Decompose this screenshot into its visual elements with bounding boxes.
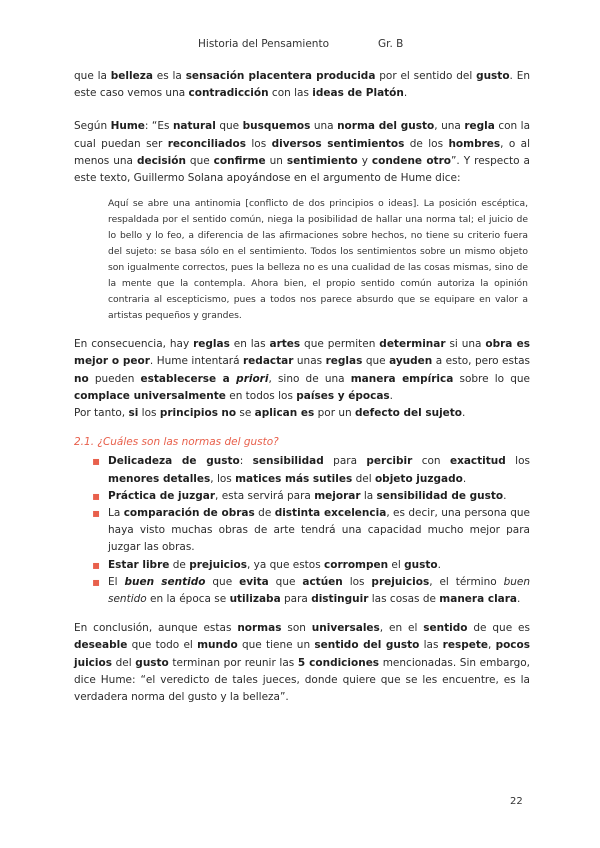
text-run: mencionadas. Sin embargo, dice Hume: “el veredicto de tales jueces, donde quiere que se les encuentre, es la verdadera norma del gusto y la belleza”. (74, 656, 531, 704)
text-run: con (412, 455, 450, 468)
paragraph-hume (74, 118, 530, 187)
bold-text: prejuicios (371, 575, 430, 588)
text-run: Por tanto, (74, 407, 129, 420)
text-run: La (108, 507, 124, 520)
bold-text: diversos sentimientos (271, 137, 405, 150)
text-run: por un (314, 407, 356, 420)
text-run: con las (268, 87, 313, 100)
text-run: si una (445, 338, 486, 351)
text-run: , en el (379, 622, 424, 635)
text-run: . (403, 87, 408, 100)
bold-text: gusto (476, 70, 510, 82)
bold-text: sensibilidad de gusto (376, 489, 504, 502)
bold-text: Práctica de juzgar (108, 489, 216, 502)
paragraph-por-tanto (74, 405, 530, 422)
bold-text: hombres (448, 137, 501, 150)
text-run: que tiene un (237, 639, 315, 652)
bullet-icon: ▪ (92, 454, 101, 469)
header-title: Historia del Pensamiento (198, 38, 329, 50)
text-run: por el sentido del (375, 70, 477, 82)
bold-text: prejuicios (189, 558, 247, 571)
bold-text: norma del gusto (337, 120, 435, 133)
bold-text: pocos juicios (74, 639, 530, 669)
text-run: terminan por reunir las (168, 656, 298, 669)
text-run: a esto, pero estas (432, 355, 531, 368)
text-run: en la época se (146, 593, 230, 606)
text-run: los (246, 137, 272, 150)
text-run: , el término (429, 575, 504, 588)
bold-text: contradicción (188, 87, 269, 100)
text-run: Según (74, 120, 111, 133)
bold-text: Delicadeza de gusto (108, 455, 240, 468)
list-item (74, 557, 530, 574)
text-run: : “Es (144, 120, 173, 133)
text-run: . (462, 407, 466, 420)
text-run: , esta servirá para (215, 489, 315, 502)
text-run: , (487, 639, 496, 652)
text-run: ”. Y respecto a este texto, Guillermo Solana apoyándose en el argumento de Hume dice: (74, 154, 530, 185)
bold-text: reglas (325, 355, 363, 368)
section-heading: 2.1. ¿Cuáles son las normas del gusto? (74, 436, 279, 449)
text-run: la (360, 489, 377, 502)
bold-text: sensibilidad (252, 455, 324, 468)
text-run: en todos los (225, 389, 297, 402)
bold-text: confirme (213, 154, 266, 167)
text-run: se (236, 407, 255, 420)
bold-text: universales (311, 622, 380, 635)
bullet-icon: ▪ (92, 574, 101, 589)
list-item (74, 574, 530, 608)
bold-text: Hume (110, 120, 145, 133)
bold-text: belleza (110, 70, 153, 82)
bold-text: no (74, 372, 89, 385)
block-quote-solana: Aquí se abre una antinomia [conflicto de dos principios o ideas]. La posición escéptica, respaldada por el sentido común, niega la posibilidad de hallar una norma tal; el juicio de lo bello y lo feo, a diferencia de las afirmaciones sobre hechos, no tiene su criterio fuera del sujeto: se basa sólo en el sentimiento. Todos los sentimientos sobre un mismo objeto son igualmente correctos, pues la belleza no es una cualidad de las cosas mismas, sino de la mente que la contempla. Ahora bien, el propio sentido común autoriza la opinión contraria al escepticismo, pues a todos nos parece absurdo que se equipare en valor a artistas pequeños y grandes. (108, 198, 528, 322)
bold-text: obra es mejor o peor (74, 338, 530, 368)
text-run: que permiten (300, 338, 380, 351)
text-run: . (389, 389, 394, 402)
page-body (74, 68, 530, 706)
text-run: los (342, 575, 372, 588)
text-run: que (205, 575, 240, 588)
bold-text: ayuden (389, 355, 433, 368)
bold-text: normas (237, 622, 282, 635)
text-run: que (215, 120, 243, 133)
text-run: del (111, 656, 136, 669)
bold-text: sentimiento (286, 154, 358, 167)
text-run: para (323, 455, 367, 468)
text-run: son (281, 622, 312, 635)
text-run: las (419, 639, 443, 652)
text-run: , o al menos una (74, 137, 531, 167)
text-run: sobre lo que (453, 372, 530, 385)
paragraph-conclusion (74, 620, 530, 706)
text-run: : (239, 455, 253, 468)
text-run: . Hume intentará (149, 355, 243, 368)
list-item (74, 505, 530, 557)
list-item (74, 488, 530, 505)
text-run: En consecuencia, hay (74, 338, 194, 351)
bold-text: principios (159, 407, 218, 420)
bold-text: distinguir (311, 593, 369, 606)
text-run: pueden (88, 372, 141, 385)
bold-text: condene otro (371, 154, 451, 167)
text-run: en las (229, 338, 270, 351)
bold-text: artes (269, 338, 301, 351)
text-run: un (265, 154, 287, 167)
text-run: para (280, 593, 312, 606)
norms-list (74, 453, 530, 608)
bold-text: busquemos (242, 120, 311, 133)
bold-text: establecerse a (140, 372, 237, 385)
text-run: con la cual puedan ser (74, 120, 530, 150)
text-run: buen sentido (108, 575, 531, 606)
text-run: , sino de una (268, 372, 351, 385)
bold-text: no (221, 407, 237, 420)
bullet-icon: ▪ (92, 506, 101, 521)
text-run: de (169, 558, 190, 571)
bold-text: matices más sutiles (235, 472, 353, 485)
bold-text: determinar (379, 338, 446, 351)
bold-text: buen sentido (124, 575, 206, 588)
text-run: , es decir, una persona que haya visto muchas obras de arte tendrá una capacidad mucho mejor para juzgar las obras. (108, 507, 530, 554)
list-item (74, 453, 530, 487)
bold-text: regla (464, 120, 495, 133)
bold-text: reconciliados (167, 137, 247, 150)
text-run: , los (210, 472, 236, 485)
text-run: que todo el (127, 639, 198, 652)
bold-text: mejorar (314, 489, 361, 502)
bold-text: sensación placentera producida (185, 70, 376, 82)
text-run: unas (293, 355, 326, 368)
bold-text: reglas (193, 338, 230, 351)
bold-text: redactar (243, 355, 294, 368)
text-run: . (462, 472, 467, 485)
text-run: . (437, 558, 441, 571)
bold-text: percibir (366, 455, 413, 468)
text-run: . (503, 489, 507, 502)
text-run: que (268, 575, 303, 588)
text-run: es la (152, 70, 186, 82)
bold-text: menores detalles (108, 472, 211, 485)
bold-text: respete (442, 639, 488, 652)
text-run: del (352, 472, 375, 485)
text-run: de (254, 507, 275, 520)
bold-text: deseable (74, 639, 128, 652)
bold-text: aplican es (254, 407, 315, 420)
bold-text: 5 condiciones (297, 656, 380, 669)
text-run: el (388, 558, 405, 571)
text-run: que (362, 355, 390, 368)
text-run: de que es (467, 622, 530, 635)
bullet-icon: ▪ (92, 557, 101, 572)
bold-text: manera empírica (350, 372, 454, 385)
bold-text: evita (239, 575, 269, 588)
text-run: que la (74, 70, 111, 82)
bold-text: gusto (135, 656, 169, 669)
bold-text: objeto juzgado (374, 472, 463, 485)
bold-text: ideas de Platón (312, 87, 404, 100)
text-run: . En este caso vemos una (74, 70, 530, 100)
bold-text: corrompen (324, 558, 389, 571)
page-number: 22 (510, 796, 523, 807)
header-group: Gr. B (378, 38, 404, 50)
text-run: . (517, 593, 521, 606)
text-run: los (138, 407, 160, 420)
text-run: En conclusión, aunque estas (74, 622, 238, 635)
bold-text: distinta excelencia (274, 507, 387, 520)
bold-text: natural (172, 120, 216, 133)
bold-text: gusto (404, 558, 438, 571)
bold-text: comparación de obras (123, 507, 255, 520)
text-run: que (185, 154, 214, 167)
bullet-icon: ▪ (92, 488, 101, 503)
bold-text: decisión (136, 154, 186, 167)
bold-text: mundo (197, 639, 238, 652)
bold-text: complace universalmente (74, 389, 226, 402)
paragraph-belleza (74, 68, 530, 102)
bold-text: países y épocas (296, 389, 390, 402)
bold-text: manera clara (439, 593, 518, 606)
text-run: una (310, 120, 338, 133)
text-run: de los (404, 137, 449, 150)
bold-text: sentido (423, 622, 468, 635)
text-run: las cosas de (368, 593, 440, 606)
paragraph-consecuencia (74, 336, 530, 405)
text-run: los (505, 455, 530, 468)
text-run: , una (434, 120, 465, 133)
text-run: El (108, 575, 125, 588)
bold-text: exactitud (449, 455, 506, 468)
bold-text: utilizaba (229, 593, 281, 606)
bold-text: si (128, 407, 139, 420)
text-run: y (357, 154, 372, 167)
bold-text: priori (236, 372, 269, 385)
bold-text: actúen (302, 575, 343, 588)
text-run: , ya que estos (246, 558, 325, 571)
bold-text: defecto del sujeto (355, 407, 463, 420)
bold-text: Estar libre (108, 558, 170, 571)
bold-text: sentido del gusto (314, 639, 420, 652)
